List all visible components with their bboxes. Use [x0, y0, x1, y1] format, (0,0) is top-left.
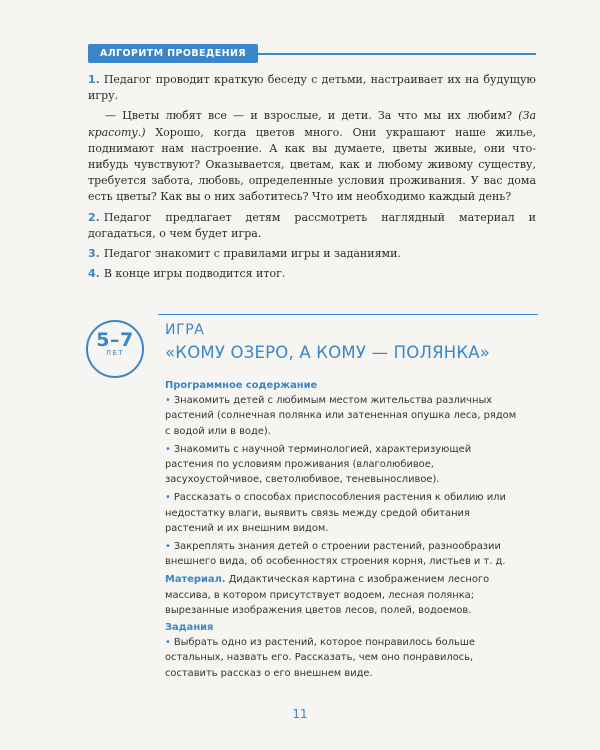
step-text: В конце игры подводится итог. [103, 267, 286, 281]
page-number: 11 [292, 707, 308, 721]
task-bullet [165, 635, 517, 681]
program-heading: Программное содержание [165, 380, 318, 391]
step-1 [88, 72, 536, 104]
step-2 [88, 210, 536, 242]
age-range: 5–7 [96, 329, 134, 351]
program-bullet [165, 539, 517, 569]
bullet-icon: • [165, 492, 171, 504]
material-paragraph [165, 572, 517, 618]
dialog-text: Хорошо, когда цветов много. Они украшают наше жилье, поднимают нам настроение. А как вы думаете, цветы живые, они что-нибудь чувствуют? Оказывается, цветам, как и любому живому существу, требуется забота, любовь, определенные условия проживания. У вас дома есть цветы? Как вы о них заботитесь? Что им необходимо каждый день? [88, 125, 536, 204]
game-title: «КОМУ ОЗЕРО, А КОМУ — ПОЛЯНКА» [165, 343, 491, 362]
bullet-icon: • [165, 637, 171, 649]
step-text: Педагог предлагает детям рассмотреть наглядный материал и догадаться, о чем будет игра. [88, 210, 536, 240]
dialog-text: — Цветы любят все — и взрослые, и дети. За что мы их любим? [105, 109, 519, 123]
step-3 [88, 246, 536, 262]
game-type: ИГРА [165, 322, 205, 338]
material-label: Материал. [165, 574, 226, 586]
step-text: Педагог проводит краткую беседу с детьми, настраивает их на будущую игру. [88, 73, 536, 103]
bullet-text: Закреплять знания детей о строении растений, разнообразии внешнего вида, об особенностях строения корня, листьев и т. д. [165, 541, 506, 568]
tasks-heading: Задания [165, 622, 214, 634]
bullet-icon: • [165, 443, 171, 455]
bullet-text: Знакомить детей с любимым местом жительства различных растений (солнечная полянка или затененная опушка леса, рядом с водой или в воде). [165, 395, 517, 437]
step-number: 4. [88, 267, 100, 281]
program-bullet [165, 490, 517, 536]
step-4 [88, 266, 536, 282]
task-text: Выбрать одно из растений, которое понравилось больше остальных, назвать его. Рассказать, чем оно понравилось, составить рассказ о его внешнем виде. [165, 637, 475, 679]
step-text: Педагог знакомит с правилами игры и заданиями. [103, 247, 401, 261]
material-text: Дидактическая картина с изображением лесного массива, в котором присутствует водоем, лесная полянка; вырезанные изображения цветов лесов, полей, водоемов. [165, 574, 490, 616]
dialog-answer: (За красоту.) [88, 109, 536, 139]
step-number: 1. [88, 73, 100, 86]
bullet-icon: • [165, 541, 171, 553]
game-content [165, 378, 517, 684]
game-header-rule [158, 314, 538, 315]
bullet-text: Знакомить с научной терминологией, характеризующей растения по условиям проживания (влаголюбивое, засухоустойчивое, светолюбивое, теневыносливое). [165, 443, 472, 486]
age-badge [86, 320, 144, 378]
program-bullet [165, 442, 517, 488]
algorithm-steps [88, 72, 536, 286]
age-unit: ЛЕТ [105, 349, 125, 357]
bullet-text: Рассказать о способах приспособления растения к обилию или недостатку влаги, выявить связь между средой обитания растений и их внешним видом. [165, 492, 506, 534]
step-number: 3. [88, 247, 100, 261]
program-bullet [165, 393, 517, 439]
step-1-dialog [88, 108, 536, 205]
step-number: 2. [88, 210, 100, 224]
section-header: АЛГОРИТМ ПРОВЕДЕНИЯ [88, 44, 258, 63]
bullet-icon: • [165, 395, 171, 407]
